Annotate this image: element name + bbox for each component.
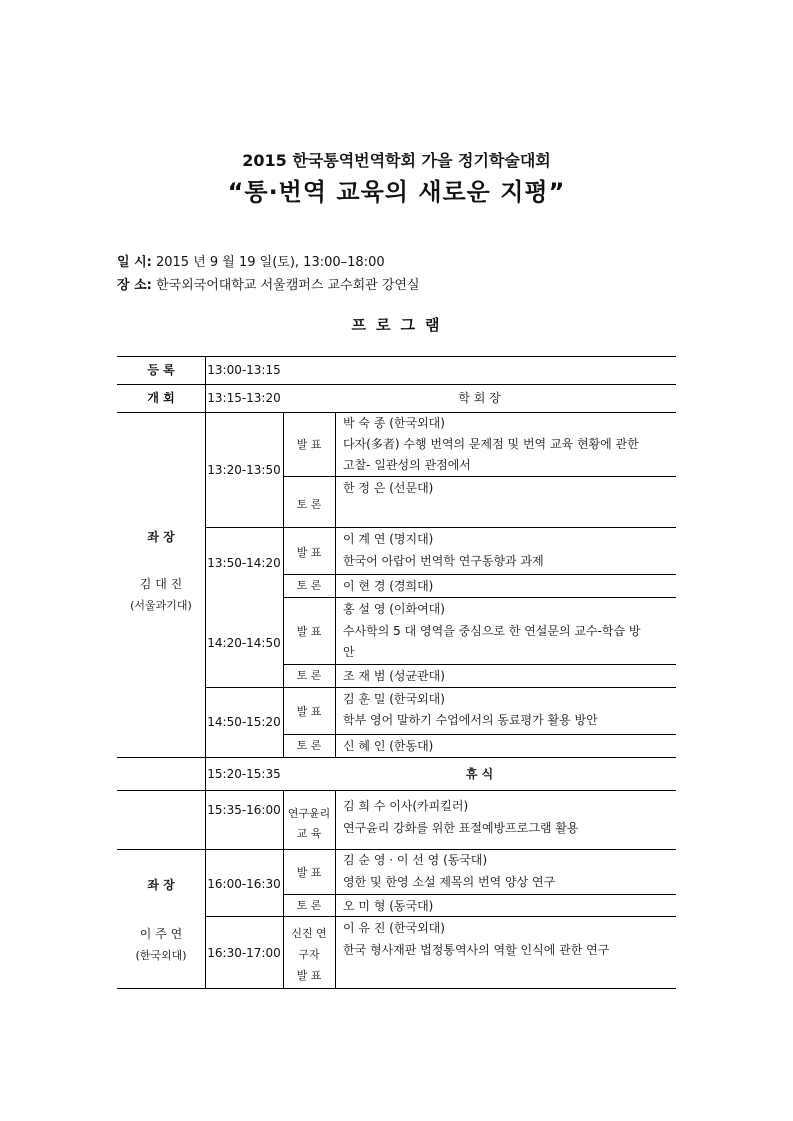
session3-present-label: 발 표 [296,625,322,638]
ethics-type-line1: 연구윤리 [287,807,331,820]
session2-presenter: 이 계 연 (명지대) [343,532,434,546]
ethics-presenter: 김 희 수 이사(카피킬러) [343,799,469,813]
session4-presenter: 김 훈 밀 (한국외대) [343,692,445,706]
place-value: 한국외국어대학교 서울캠퍼스 교수회관 강연실 [155,278,420,293]
session4-time: 14:50-15:20 [207,715,281,729]
session1-time: 13:20-13:50 [207,463,281,477]
session2-present-label: 발 표 [296,546,322,559]
place-info [117,274,420,293]
session2-title-line1: 한국어 아랍어 번역학 연구동향과 과제 [343,554,544,568]
session6-type-line1: 신진 연 [291,927,327,940]
session5-time: 16:00-16:30 [207,877,281,891]
chair1-name: 김 대 진 [139,577,183,591]
session4-title-line1: 학부 영어 말하기 수업에서의 동료평가 활용 방안 [343,713,598,727]
chair1-affiliation: (서울과기대) [130,599,192,612]
ethics-title: 연구윤리 강화를 위한 표절예방프로그램 활용 [343,821,579,835]
session4-discuss-label: 토 론 [296,739,322,752]
session2-time: 13:50-14:20 [207,556,281,570]
session1-discuss-label: 토 론 [296,498,322,511]
session5-presenter: 김 순 영 · 이 선 영 (동국대) [343,853,488,867]
session3-time: 14:20-14:50 [207,636,281,650]
session4-present-label: 발 표 [296,705,322,718]
session5-discuss-label: 토 론 [296,899,322,912]
conference-theme: “통·번역 교육의 새로운 지평” [227,178,566,206]
session1-title-line2: 고찰- 일관성의 관점에서 [343,458,471,472]
session6-time: 16:30-17:00 [207,946,281,960]
session2-discuss-label: 토 론 [296,579,322,592]
session3-title-line1: 수사학의 5 대 영역을 중심으로 한 연설문의 교수-학습 방 [343,624,641,638]
registration-label: 등 록 [147,363,175,377]
session6-type-line2: 구자 [298,948,320,961]
session3-discussant: 조 재 범 (성균관대) [343,669,445,683]
session3-discuss-label: 토 론 [296,669,322,682]
session3-presenter: 홍 설 영 (이화여대) [343,602,445,616]
ethics-type-line2: 교 육 [296,827,322,840]
opening-content: 학 회 장 [458,391,501,405]
chair2-name: 이 주 연 [139,927,183,941]
date-label: 일 시: [117,255,152,270]
chair2-label: 좌 장 [147,878,175,892]
session5-title: 영한 및 한영 소설 제목의 번역 양상 연구 [343,875,556,889]
session6-presenter: 이 유 진 (한국외대) [343,921,445,935]
place-label: 장 소: [117,278,152,293]
opening-label: 개 회 [147,391,175,405]
registration-time: 13:00-13:15 [207,363,281,377]
opening-time: 13:15-13:20 [207,391,281,405]
break-time: 15:20-15:35 [207,767,281,781]
session4-discussant: 신 혜 인 (한동대) [343,739,434,753]
session1-discussant: 한 정 은 (선문대) [343,481,434,495]
conference-title: 2015 한국통역번역학회 가을 정기학술대회 [242,151,551,170]
session1-present-label: 발 표 [296,438,322,451]
session6-type-line3: 발 표 [296,969,322,982]
date-value: 2015 년 9 월 19 일(토), 13:00–18:00 [155,255,385,270]
chair1-label: 좌 장 [147,530,175,544]
session1-title-line1: 다자(多者) 수행 번역의 문제점 및 번역 교육 현황에 관한 [343,437,639,451]
session3-title-line2: 안 [343,645,355,659]
session5-present-label: 발 표 [296,866,322,879]
date-info [117,251,385,270]
session6-title: 한국 형사재판 법정통역사의 역할 인식에 관한 연구 [343,943,610,957]
program-title: 프 로 그 램 [351,316,442,334]
session5-discussant: 오 미 형 (동국대) [343,899,434,913]
session1-presenter: 박 숙 종 (한국외대) [343,416,445,430]
ethics-time: 15:35-16:00 [207,803,281,817]
session2-discussant: 이 현 경 (경희대) [343,579,434,593]
break-label: 휴 식 [465,767,494,781]
chair2-affiliation: (한국외대) [135,949,187,962]
